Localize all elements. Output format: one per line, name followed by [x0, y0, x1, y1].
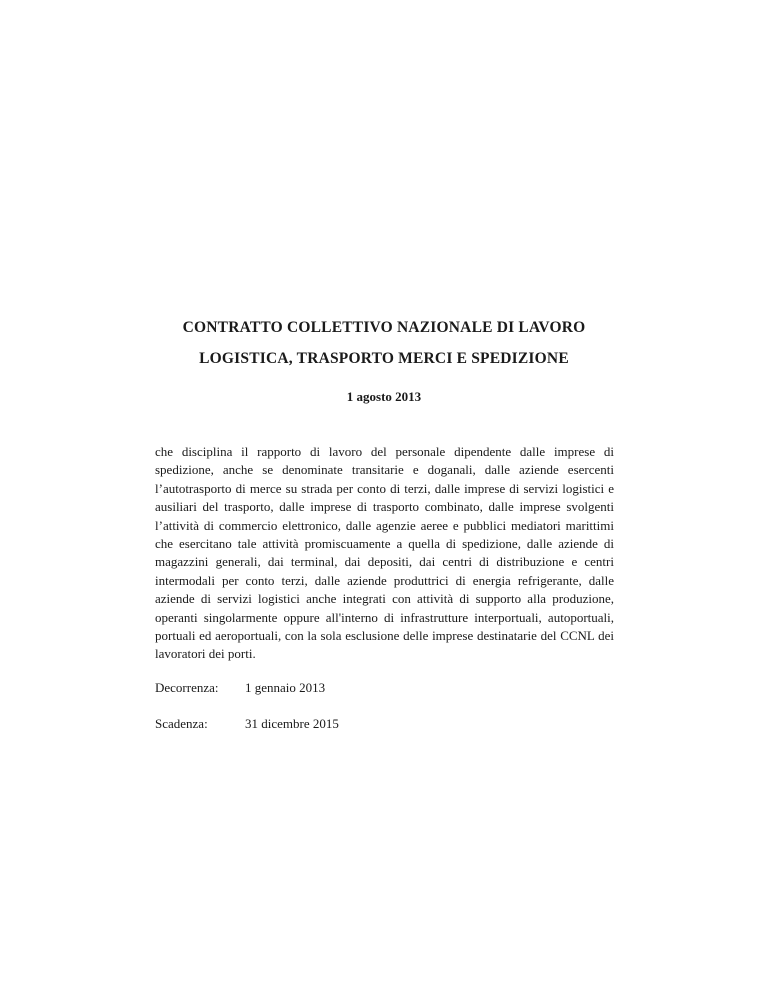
term-value: 1 gennaio 2013 [245, 680, 326, 695]
document-title-line-2: LOGISTICA, TRASPORTO MERCI E SPEDIZIONE [199, 350, 569, 367]
term-value: 31 dicembre 2015 [245, 716, 339, 731]
body-paragraph: che disciplina il rapporto di lavoro del personale dipendente dalle imprese di spedizione, anche se denominate transitarie e doganali, dalle aziende esercenti l’autotrasporto di merce su strada per conto di terzi, dalle imprese di servizi logistici e ausiliari del trasporto, dalle imprese di trasporto combinato, dalle imprese svolgenti l’attività di commercio elettronico, dalle agenzie aeree e pubblici mediatori marittimi che esercitano tale attività promiscuamente a quella di spedizione, dalle aziende di magazzini generali, dai terminal, dai depositi, dai centri di distribuzione e centri intermodali per conto terzi, dalle aziende produttrici di energia refrigerante, dalle aziende di servizi logistici anche integrati con attività di supporto alla produzione, operanti singolarmente oppure all'interno di infrastrutture interportuali, autoportuali, portuali ed aeroportuali, con la sola esclusione delle imprese destinatarie del CCNL dei lavoratori dei porti. [155, 444, 614, 662]
document-title-line-1: CONTRATTO COLLETTIVO NAZIONALE DI LAVORO [182, 319, 586, 336]
term-label: Decorrenza: [155, 680, 219, 695]
document-date: 1 agosto 2013 [346, 389, 422, 404]
terms-list [155, 679, 614, 733]
term-label: Scadenza: [155, 716, 208, 731]
term-row-scadenza [155, 715, 614, 733]
title-block [0, 318, 768, 405]
term-row-decorrenza [155, 679, 614, 697]
